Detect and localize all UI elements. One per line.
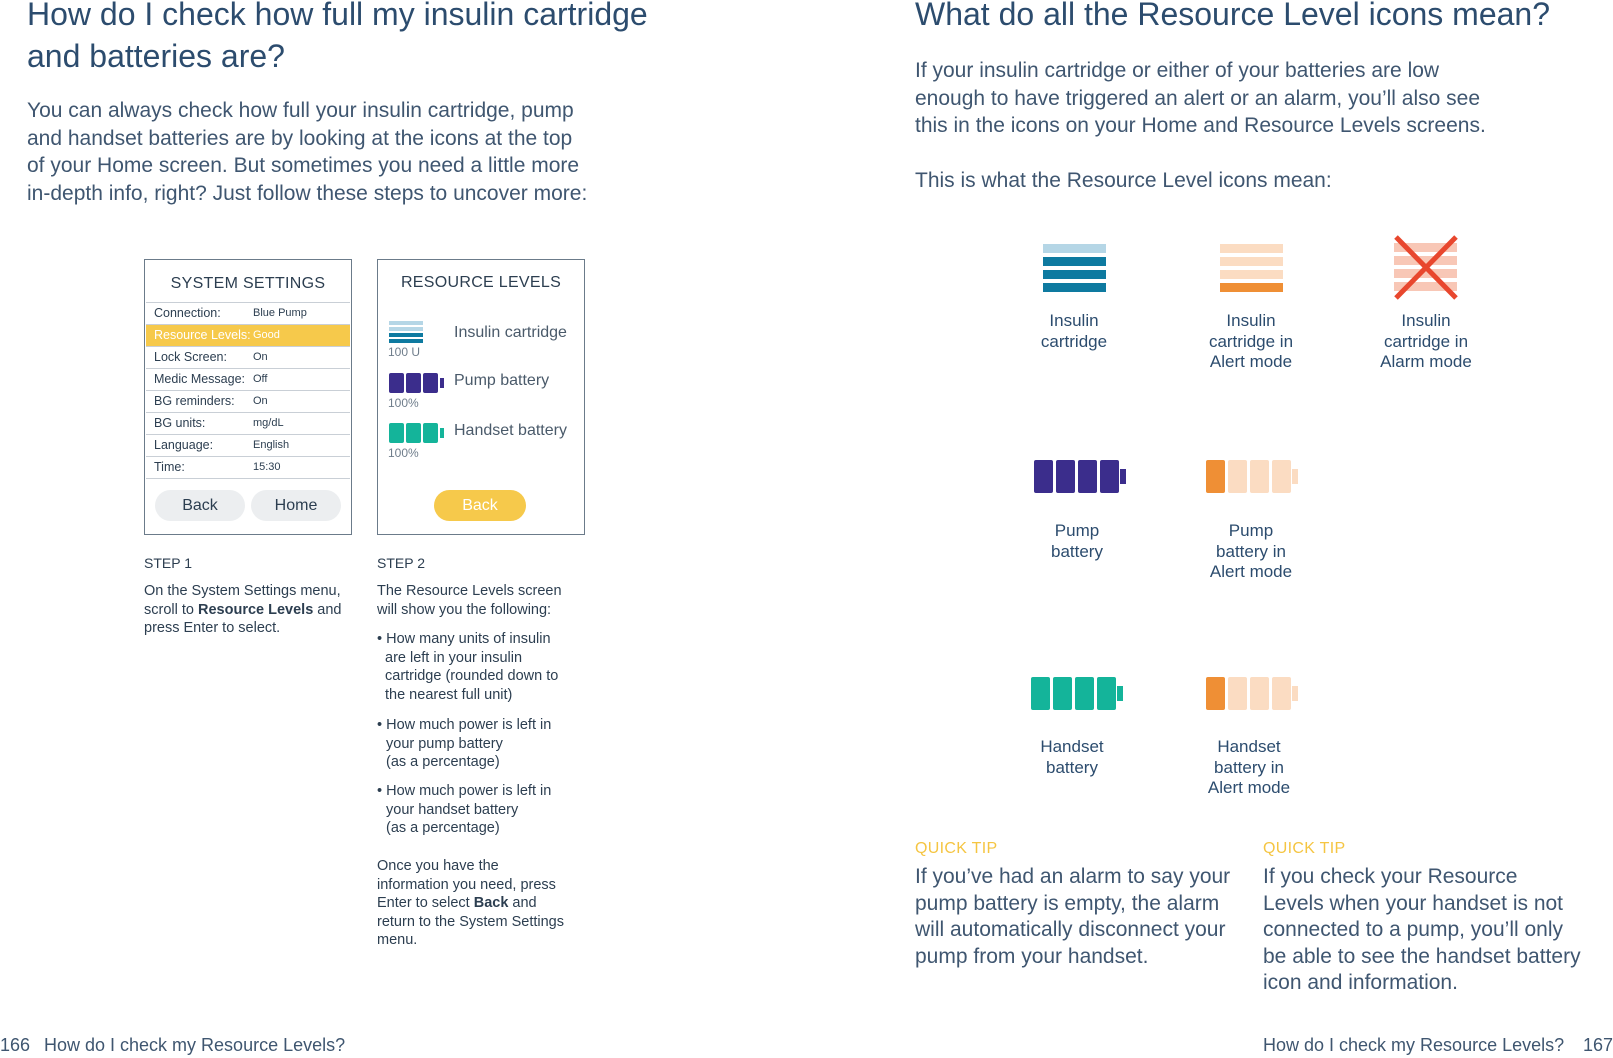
settings-row-label: Language: [154, 438, 214, 452]
left-footer-text: How do I check my Resource Levels? [44, 1035, 346, 1055]
step2-intro-line: The Resource Levels screen [377, 583, 562, 599]
step1-line: On the System Settings menu, [144, 583, 341, 599]
settings-row-label: BG reminders: [154, 394, 235, 408]
caption-line: Insulin [1401, 311, 1451, 330]
right-intro-line: this in the icons on your Home and Resource Levels screens. [915, 114, 1486, 137]
step2-intro [377, 582, 597, 619]
right-intro-line: If your insulin cartridge or either of your batteries are low [915, 59, 1440, 82]
insulin-cartridge-alarm-icon [1392, 235, 1460, 301]
left-title-line2: and batteries are? [27, 38, 285, 74]
settings-row-lock-screen[interactable] [146, 347, 350, 369]
caption-line: Alert mode [1209, 352, 1293, 371]
settings-row-resource-levels[interactable] [146, 325, 350, 347]
step1-bold: Resource Levels [198, 601, 314, 618]
handset-battery-caption [1002, 737, 1142, 778]
bullet-line: • How much power is left in [377, 717, 552, 733]
quick-tip-2-heading: QUICK TIP [1263, 840, 1346, 857]
right-footer-text: How do I check my Resource Levels? [1263, 1035, 1565, 1055]
resource-levels-screen [377, 259, 585, 535]
back-button[interactable]: Back [434, 490, 526, 521]
pump-battery-alert-caption [1181, 521, 1321, 583]
tip-line: be able to see the handset battery [1263, 944, 1581, 968]
left-intro-line: of your Home screen. But sometimes you need a little more [27, 154, 580, 177]
step2-bullet-3 [377, 782, 607, 838]
caption-line: Insulin [1049, 311, 1099, 330]
bullet-line: (as a percentage) [386, 754, 500, 770]
left-title-line1: How do I check how full my insulin cartridge [27, 0, 648, 32]
caption-line: Alert mode [1207, 778, 1291, 797]
tip-line: pump battery is empty, the alarm [915, 891, 1220, 915]
pump-battery-icon [389, 373, 445, 393]
right-intro2: This is what the Resource Level icons mean: [915, 169, 1332, 192]
insulin-cartridge-value: 100 U [388, 345, 421, 359]
settings-row-value: Good [253, 329, 280, 341]
settings-row-medic-message[interactable] [146, 369, 350, 391]
caption-line: Pump [1054, 521, 1100, 540]
back-button[interactable]: Back [155, 490, 245, 521]
caption-line: cartridge in [1208, 331, 1294, 351]
step2-outro [377, 857, 607, 950]
step2-bullet-2 [377, 716, 607, 772]
settings-row-bg-units[interactable] [146, 413, 350, 435]
settings-row-time[interactable] [146, 457, 350, 479]
settings-list [146, 302, 350, 479]
handset-battery-alert-caption [1179, 737, 1319, 799]
settings-row-bg-reminders[interactable] [146, 391, 350, 413]
step1-text [144, 582, 364, 638]
outro-pre: Enter to select [377, 895, 474, 911]
step2-outro-line: menu. [377, 932, 418, 948]
left-intro-line: in-depth info, right? Just follow these steps to uncover more: [27, 181, 588, 205]
insulin-cartridge-icon [1043, 244, 1106, 293]
settings-row-value: mg/dL [253, 417, 284, 429]
caption-line: Pump [1228, 521, 1274, 540]
insulin-cartridge-caption [1004, 311, 1144, 352]
left-page-number: 166 [0, 1035, 31, 1055]
step1-line: press Enter to select. [144, 620, 281, 636]
step1-line [144, 601, 364, 620]
step2-outro-line: information you need, press [377, 876, 556, 893]
tip-line: If you’ve had an alarm to say your [915, 865, 1231, 888]
settings-row-value: On [253, 351, 268, 363]
settings-row-label: Resource Levels: [154, 328, 251, 342]
bullet-line: the nearest full unit) [385, 686, 513, 703]
caption-line: cartridge in [1383, 331, 1469, 351]
insulin-cartridge-icon [389, 321, 423, 343]
settings-row-value: 15:30 [253, 461, 281, 473]
tip-line: will automatically disconnect your [915, 918, 1226, 941]
pump-battery-icon [1034, 460, 1126, 493]
right-intro [915, 57, 1515, 140]
tip-line: If you check your Resource [1263, 865, 1518, 888]
step1-text-post: and [313, 601, 342, 618]
settings-row-value: English [253, 439, 290, 451]
tip-line: pump from your handset. [915, 944, 1149, 968]
right-page-title: What do all the Resource Level icons mean? [915, 0, 1551, 32]
settings-row-label: Lock Screen: [154, 350, 227, 364]
quick-tip-2-body [1263, 864, 1608, 997]
pump-battery-caption [1007, 521, 1147, 562]
tip-line: icon and information. [1263, 971, 1458, 994]
handset-battery-alert-icon [1206, 677, 1298, 710]
system-settings-title: SYSTEM SETTINGS [170, 275, 326, 292]
step1-heading: STEP 1 [144, 555, 192, 571]
tip-line: connected to a pump, you’ll only [1263, 918, 1564, 941]
step2-heading: STEP 2 [377, 555, 425, 571]
settings-row-label: BG units: [154, 416, 206, 430]
step2-intro-line: will show you the following: [377, 601, 552, 618]
resource-levels-title: RESOURCE LEVELS [400, 274, 562, 291]
bullet-line: your pump battery [386, 735, 503, 752]
caption-line: Alert mode [1209, 562, 1293, 581]
bullet-line: your handset battery [386, 801, 519, 818]
home-button[interactable]: Home [251, 490, 341, 521]
handset-battery-icon [1031, 677, 1123, 710]
caption-line: Insulin [1226, 311, 1276, 330]
step2-bullet-1 [377, 630, 607, 704]
outro-post: and [508, 895, 537, 911]
left-intro-line: You can always check how full your insulin cartridge, pump [27, 99, 574, 122]
insulin-cartridge-label: Insulin cartridge [454, 324, 567, 341]
left-page-title [27, 0, 727, 77]
bullet-line: • How much power is left in [377, 783, 552, 799]
settings-row-label: Connection: [154, 306, 221, 320]
settings-row-connection[interactable] [146, 302, 350, 325]
step2-outro-line: return to the System Settings [377, 913, 564, 930]
left-intro [27, 97, 627, 207]
pump-battery-alert-icon [1206, 460, 1298, 493]
handset-battery-value: 100% [388, 446, 419, 460]
caption-line: battery [1046, 757, 1098, 777]
settings-row-value: Blue Pump [253, 307, 307, 319]
tip-line: Levels when your handset is not [1263, 891, 1564, 915]
bullet-line: cartridge (rounded down to [385, 668, 559, 684]
handset-battery-label: Handset battery [454, 422, 567, 439]
handset-battery-icon [389, 423, 445, 443]
settings-row-language[interactable] [146, 435, 350, 457]
system-settings-screen [144, 259, 352, 535]
caption-line: Handset [1217, 737, 1281, 756]
insulin-cartridge-alarm-caption [1356, 311, 1496, 373]
bullet-line: are left in your insulin [385, 649, 523, 666]
pump-battery-value: 100% [388, 396, 419, 410]
caption-line: cartridge [1040, 331, 1108, 351]
caption-line: Handset [1040, 737, 1104, 756]
step2-outro-line [377, 894, 607, 913]
bullet-line: (as a percentage) [386, 820, 500, 836]
caption-line: Alarm mode [1380, 352, 1472, 371]
pump-battery-label: Pump battery [454, 372, 550, 389]
outro-bold: Back [473, 895, 509, 911]
step1-text-pre: scroll to [144, 601, 198, 618]
step2-outro-line: Once you have the [377, 858, 499, 874]
quick-tip-1-body [915, 864, 1255, 970]
insulin-cartridge-alert-caption [1181, 311, 1321, 373]
settings-row-label: Time: [154, 460, 185, 474]
insulin-cartridge-alert-icon [1220, 244, 1283, 293]
quick-tip-1-heading: QUICK TIP [915, 840, 998, 857]
left-intro-line: and handset batteries are by looking at the icons at the top [27, 126, 573, 150]
settings-row-value: On [253, 395, 268, 407]
caption-line: battery [1051, 541, 1103, 561]
bullet-line: • How many units of insulin [377, 631, 551, 647]
settings-row-value: Off [253, 373, 268, 385]
caption-line: battery in [1214, 757, 1284, 777]
right-page-number: 167 [1583, 1035, 1613, 1055]
caption-line: battery in [1216, 541, 1286, 561]
right-intro-line: enough to have triggered an alert or an alarm, you’ll also see [915, 86, 1481, 110]
settings-row-label: Medic Message: [154, 372, 246, 386]
